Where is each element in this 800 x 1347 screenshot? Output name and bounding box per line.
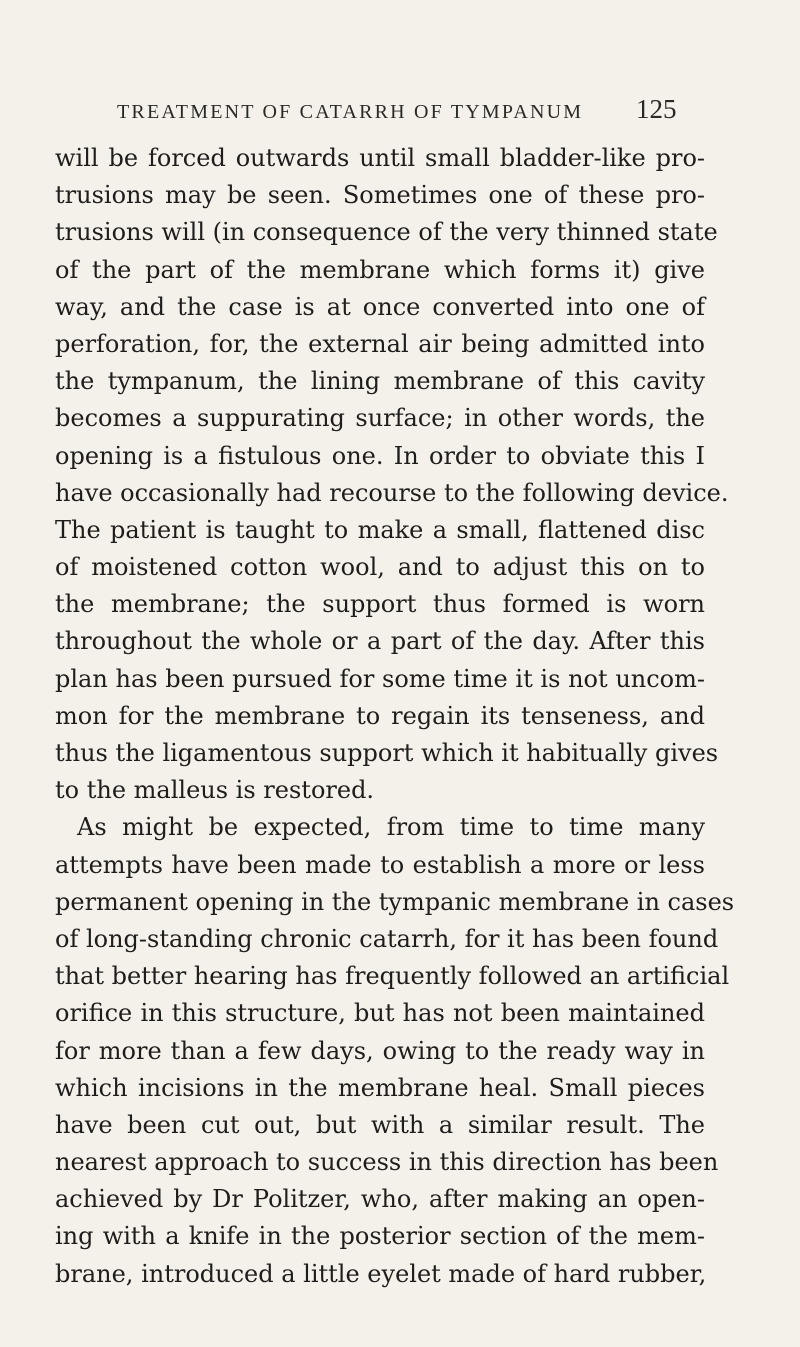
text-line: will be forced outwards until small bladder-like pro- (55, 144, 705, 172)
text-line: thus the ligamentous support which it habitually gives (55, 739, 719, 767)
text-line: nearest approach to success in this direction has been (55, 1148, 719, 1177)
running-head: TREATMENT OF CATARRH OF TYMPANUM (117, 101, 584, 123)
text-line: permanent opening in the tympanic membrane in cases (55, 887, 735, 916)
text-line: perforation, for, the external air being admitted into (55, 329, 705, 358)
text-line: have occasionally had recourse to the following device. (55, 478, 729, 507)
text-line: throughout the whole or a part of the day. After this (55, 627, 705, 656)
page-number: 125 (636, 94, 677, 124)
body-text (55, 140, 735, 1293)
text-line: the membrane; the support thus formed is worn (55, 590, 705, 619)
text-line: of long-standing chronic catarrh, for it has been found (55, 924, 719, 953)
text-line: trusions may be seen. Sometimes one of these pro- (55, 181, 705, 210)
paragraph-end-line: to the malleus is restored. (55, 776, 375, 805)
text-line: the tympanum, the lining membrane of this cavity (55, 367, 705, 396)
text-line: of moistened cotton wool, and to adjust this on to (55, 553, 705, 582)
text-line: way, and the case is at once converted into one of (55, 292, 705, 321)
text-line: have been cut out, but with a similar result. The (55, 1110, 705, 1139)
text-line: trusions will (in consequence of the very thinned state (55, 218, 718, 247)
text-line: attempts have been made to establish a more or less (55, 850, 705, 879)
text-line: The patient is taught to make a small, flattened disc (55, 515, 705, 544)
text-line: orifice in this structure, but has not been maintained (55, 999, 705, 1028)
text-line: that better hearing has frequently followed an artificial (55, 962, 730, 991)
text-line: opening is a fistulous one. In order to obviate this I (55, 441, 705, 470)
text-line: becomes a suppurating surface; in other words, the (55, 404, 705, 433)
text-line: ing with a knife in the posterior section of the mem- (55, 1222, 705, 1251)
text-line: of the part of the membrane which forms it) give (55, 255, 705, 284)
text-line: achieved by Dr Politzer, who, after making an open- (55, 1185, 705, 1214)
paragraph-start-line: As might be expected, from time to time many (77, 813, 705, 842)
text-line: brane, introduced a little eyelet made of hard rubber, (55, 1259, 707, 1288)
text-line: which incisions in the membrane heal. Small pieces (55, 1073, 705, 1102)
text-line: for more than a few days, owing to the ready way in (55, 1036, 705, 1065)
text-line: plan has been pursued for some time it is not uncom- (55, 664, 705, 693)
text-line: mon for the membrane to regain its tenseness, and (55, 701, 705, 730)
